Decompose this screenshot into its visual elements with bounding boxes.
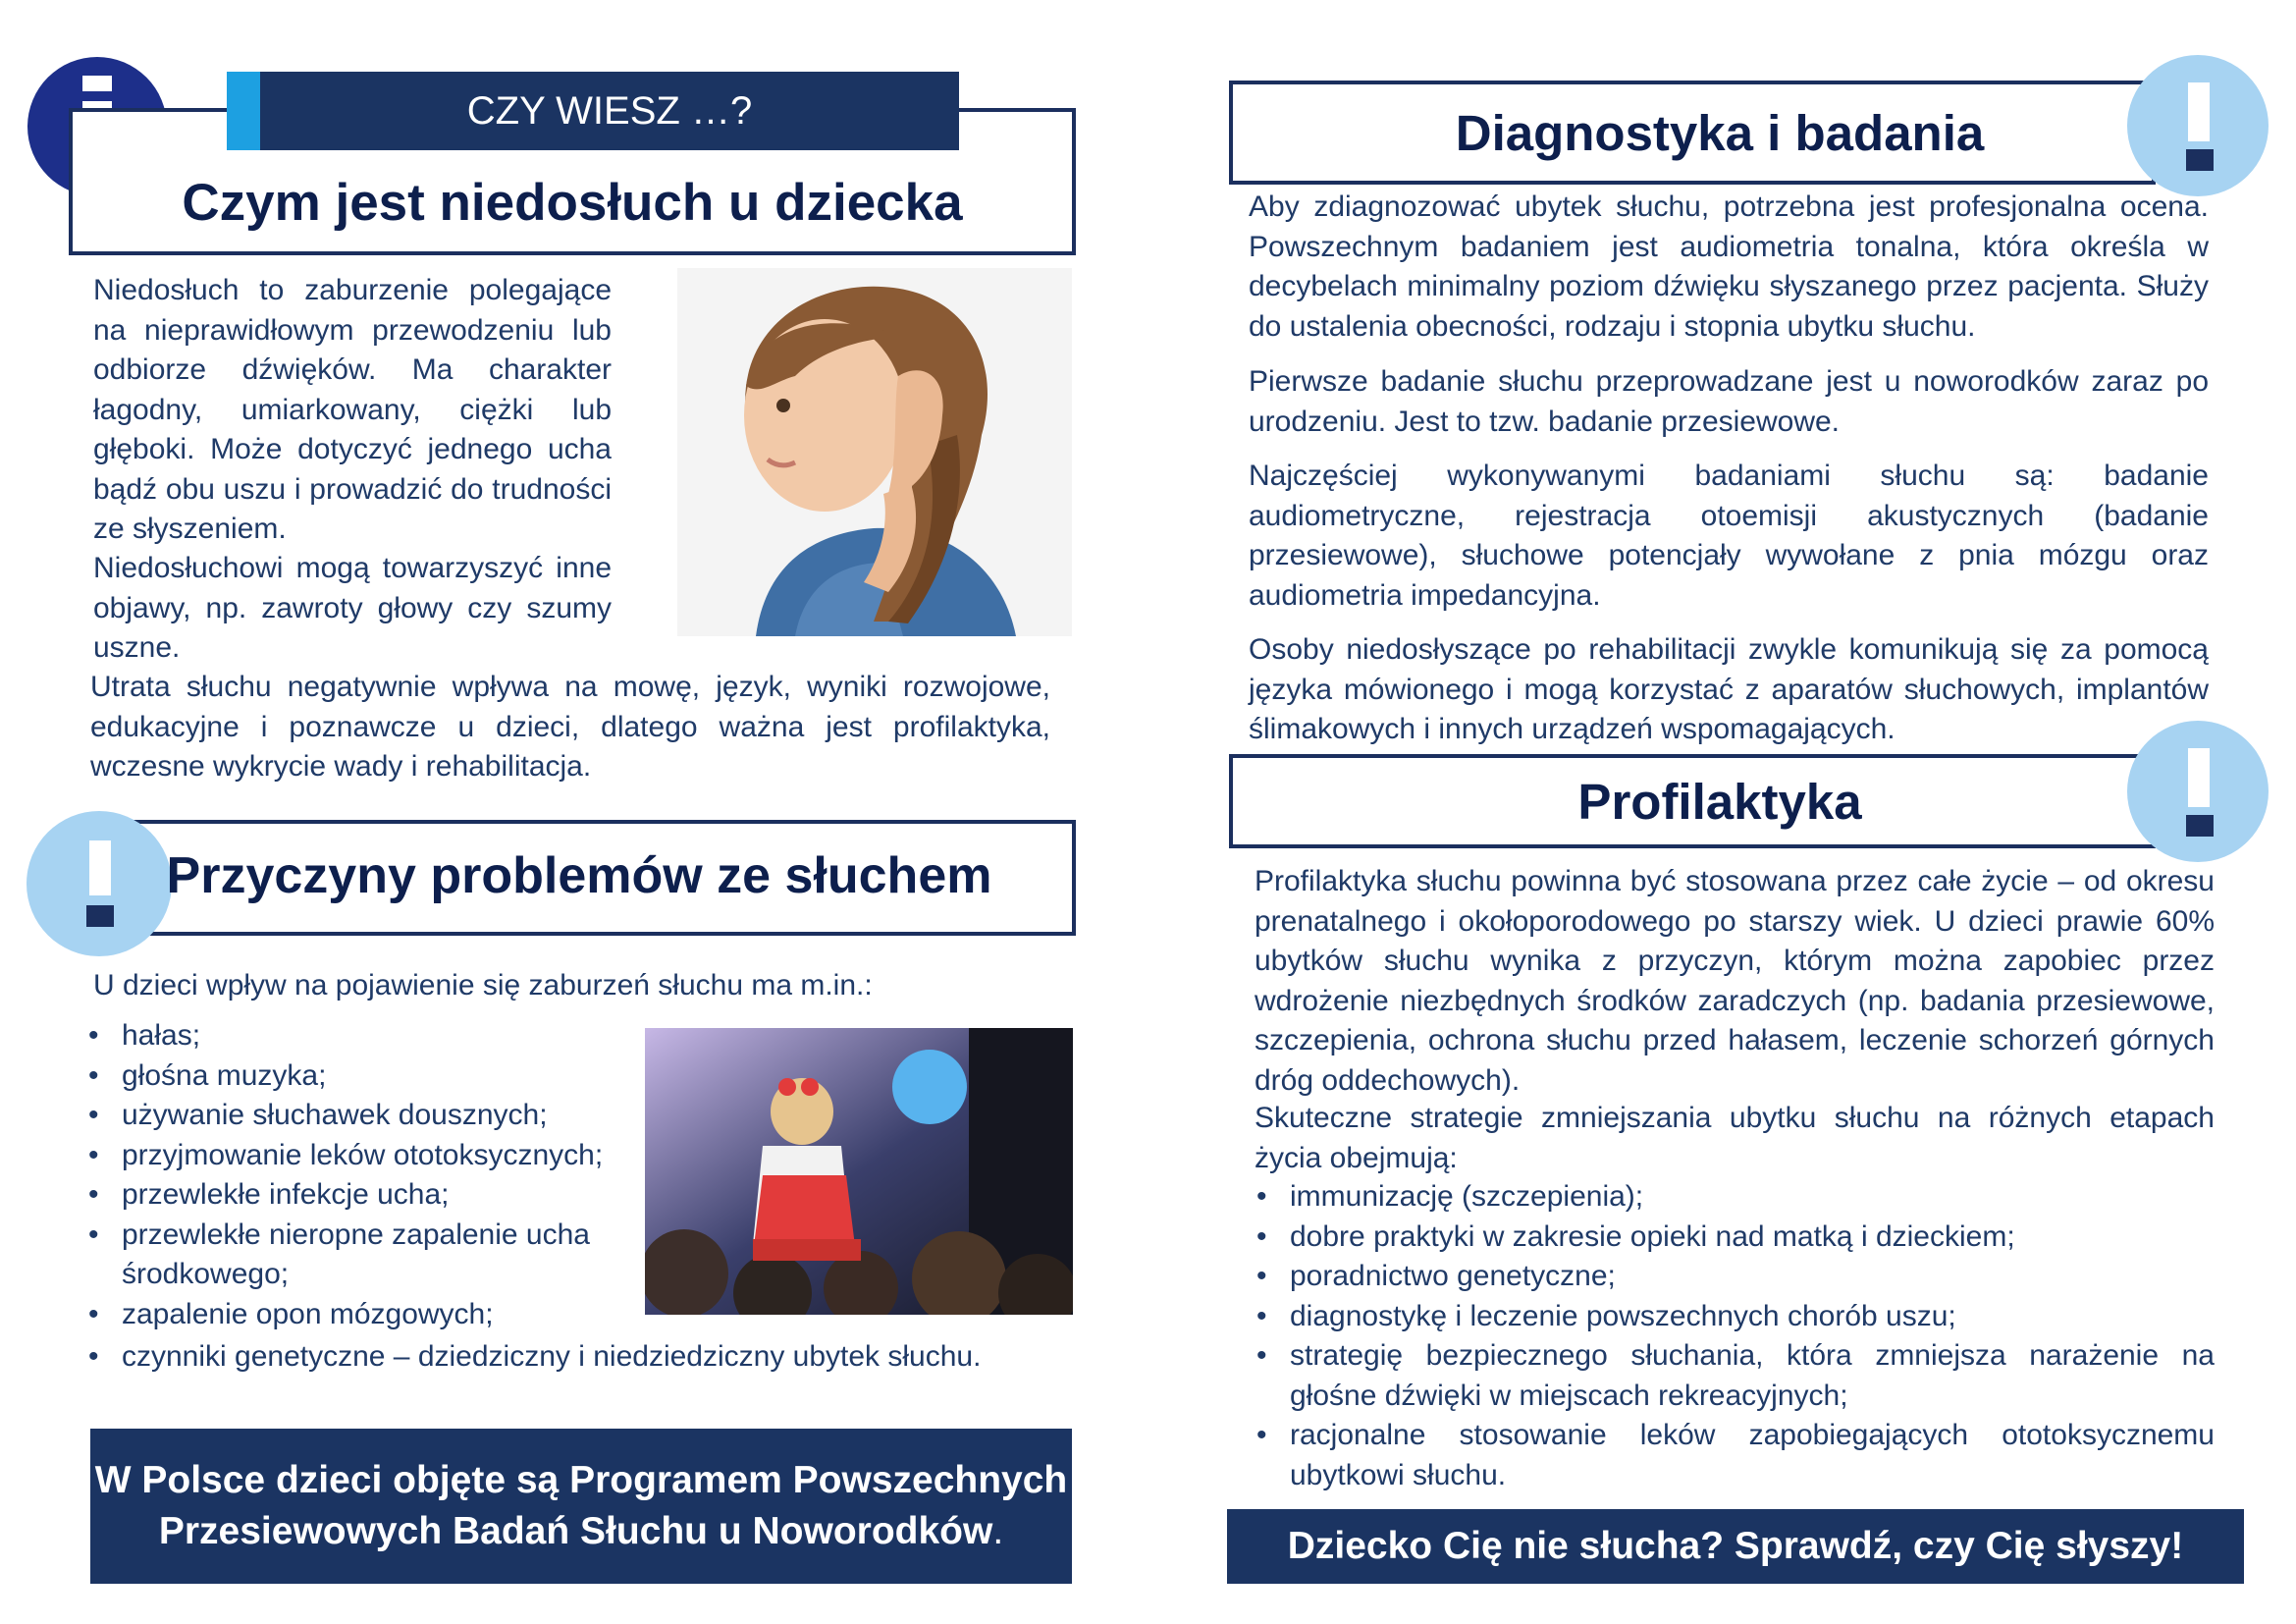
list-item: • racjonalne stosowanie leków zapobiegających ototoksycznemu ubytkowi słuchu. bbox=[1255, 1416, 2215, 1495]
check-hearing-banner bbox=[1227, 1509, 2244, 1584]
section-title-przyczyny: Przyczyny problemów ze słuchem bbox=[166, 847, 992, 904]
causes-list-last bbox=[86, 1337, 1068, 1378]
program-banner bbox=[90, 1429, 1072, 1584]
program-banner-text: W Polsce dzieci objęte są Programem Powszechnych Przesiewowych Badań Słuchu u Noworodków bbox=[94, 1459, 1068, 1552]
list-item: • strategię bezpiecznego słuchania, która zmniejsza narażenie na głośne dźwięki w miejscach rekreacyjnych; bbox=[1255, 1336, 2215, 1416]
list-item: • przyjmowanie leków ototoksycznych; bbox=[86, 1136, 636, 1176]
list-item: • czynniki genetyczne – dziedziczny i niedziedziczny ubytek słuchu. bbox=[86, 1337, 1068, 1378]
causes-list bbox=[86, 1016, 636, 1334]
paragraph-impact: Utrata słuchu negatywnie wpływa na mowę, język, wyniki rozwojowe, edukacyjne i poznawcze u dzieci, dlatego ważna jest profilaktyka, wczesne wykrycie wady i rehabilitacja. bbox=[90, 671, 1050, 783]
section-title-profilaktyka: Profilaktyka bbox=[1577, 774, 1862, 830]
exclamation-icon bbox=[2127, 721, 2269, 862]
paragraph-definition: Niedosłuch to zaburzenie polegające na nieprawidłowym przewodzeniu lub odbiorze dźwięków. Ma charakter łagodny, umiarkowany, ciężki lub głęboki. Może dotyczyć jednego ucha bądź obu uszu i prowadzić do trudności ze słyszeniem. bbox=[93, 274, 612, 545]
list-item: • immunizację (szczepienia); bbox=[1255, 1177, 2215, 1218]
section-title-niedosluch: Czym jest niedosłuch u dziecka bbox=[182, 174, 963, 232]
photo-girl-listening bbox=[677, 268, 1072, 636]
paragraph-communication: Osoby niedosłyszące po rehabilitacji zwykle komunikują się za pomocą języka mówionego i mogą korzystać z aparatów słuchowych, implantów ślimakowych i innych urządzeń wspomagających. bbox=[1249, 633, 2209, 745]
photo-concert-child bbox=[645, 1028, 1073, 1315]
list-item: • przewlekłe nieropne zapalenie ucha środkowego; bbox=[86, 1216, 636, 1295]
paragraph-diagnosis: Aby zdiagnozować ubytek słuchu, potrzebna jest profesjonalna ocena. Powszechnym badaniem jest audiometria tonalna, która określa w decybelach minimalny poziom dźwięku słyszanego przez pacjenta. Służy do ustalenia obecności, rodzaju i stopnia ubytku słuchu. bbox=[1249, 190, 2209, 343]
list-item: • używanie słuchawek dousznych; bbox=[86, 1096, 636, 1136]
tag-accent-bar bbox=[227, 72, 260, 150]
paragraph-strategies-intro: Skuteczne strategie zmniejszania ubytku słuchu na różnych etapach życia obejmują: bbox=[1255, 1102, 2215, 1174]
paragraph-common-tests: Najczęściej wykonywanymi badaniami słuchu są: badanie audiometryczne, rejestracja otoemisji akustycznych (badanie przesiewowe), słuchowe potencjały wywołane z pnia mózgu oraz audiometria impedancyjna. bbox=[1249, 460, 2209, 612]
paragraph-newborn-screening: Pierwsze badanie słuchu przeprowadzane jest u noworodków zaraz po urodzeniu. Jest to tzw. badanie przesiewowe. bbox=[1249, 365, 2209, 438]
list-item: • dobre praktyki w zakresie opieki nad matką i dzieckiem; bbox=[1255, 1218, 2215, 1258]
tag-label: CZY WIESZ …? bbox=[466, 89, 753, 133]
list-item: • zapalenie opon mózgowych; bbox=[86, 1295, 636, 1335]
exclamation-icon bbox=[2127, 55, 2269, 196]
paragraph-prevention: Profilaktyka słuchu powinna być stosowana przez całe życie – od okresu prenatalnego i okołoporodowego po starszy wiek. U dzieci prawie 60% ubytków słuchu wynika z przyczyn, którym można zapobiec przez wdrożenie niezbędnych środków zaradczych (np. badania przesiewowe, szczepienia, ochrona słuchu przed hałasem, leczenie schorzeń górnych dróg oddechowych). bbox=[1255, 865, 2215, 1097]
list-item: • głośna muzyka; bbox=[86, 1056, 636, 1097]
list-item: • poradnictwo genetyczne; bbox=[1255, 1257, 2215, 1297]
list-item: • diagnostykę i leczenie powszechnych chorób uszu; bbox=[1255, 1297, 2215, 1337]
section-title-diagnostyka: Diagnostyka i badania bbox=[1455, 105, 1985, 161]
strategies-list bbox=[1255, 1177, 2215, 1495]
causes-intro: U dzieci wpływ na pojawienie się zaburzeń słuchu ma m.in.: bbox=[93, 969, 873, 1001]
program-banner-period: . bbox=[992, 1510, 1004, 1552]
list-item: • hałas; bbox=[86, 1016, 636, 1056]
check-hearing-banner-text: Dziecko Cię nie słucha? Sprawdź, czy Cię słyszy! bbox=[1287, 1525, 2184, 1567]
list-item: • przewlekłe infekcje ucha; bbox=[86, 1175, 636, 1216]
paragraph-symptoms: Niedosłuchowi mogą towarzyszyć inne objawy, np. zawroty głowy czy szumy uszne. bbox=[93, 552, 612, 664]
